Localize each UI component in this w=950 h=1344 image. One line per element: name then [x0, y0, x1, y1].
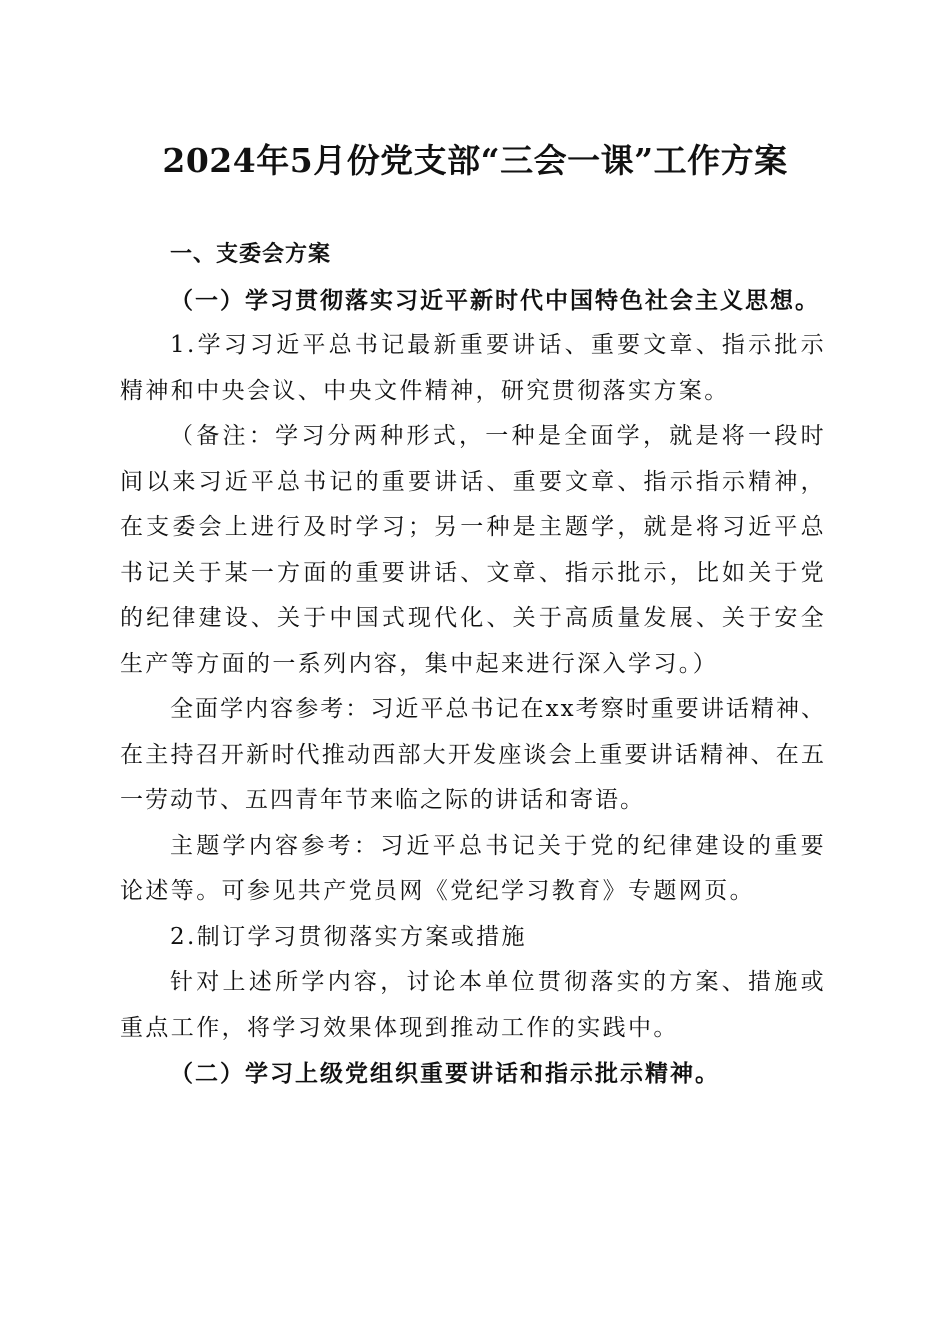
paragraph-implementation: 针对上述所学内容，讨论本单位贯彻落实的方案、措施或重点工作，将学习效果体现到推动工作的实践中。 [120, 969, 826, 1041]
paragraph-thematic-reference: 主题学内容参考：习近平总书记关于党的纪律建设的重要论述等。可参见共产党员网《党纪学习教育》专题网页。 [120, 832, 826, 904]
paragraph-remark: （备注：学习分两种形式，一种是全面学，就是将一段时间以来习近平总书记的重要讲话、重要文章、指示指示精神，在支委会上进行及时学习；另一种是主题学，就是将习近平总书记关于某一方面的重要讲话、文章、指示批示，比如关于党的纪律建设、关于中国式现代化、关于高质量发展、关于安全生产等方面的一系列内容，集中起来进行深入学习。） [120, 423, 826, 677]
document-title: 2024年5月份党支部“三会一课”工作方案 [162, 141, 788, 180]
paragraph-item-1: 1.学习习近平总书记最新重要讲话、重要文章、指示批示精神和中央会议、中央文件精神，研究贯彻落实方案。 [120, 332, 826, 404]
paragraph-item-2: 2.制订学习贯彻落实方案或措施 [170, 923, 527, 950]
paragraph-comprehensive-reference: 全面学内容参考：习近平总书记在xx考察时重要讲话精神、在主持召开新时代推动西部大开发座谈会上重要讲话精神、在五一劳动节、五四青年节来临之际的讲话和寄语。 [120, 696, 826, 813]
section-heading-branch-committee: 一、支委会方案 [170, 242, 332, 267]
document-body [120, 232, 826, 1097]
subsection-heading-1: （一）学习贯彻落实习近平新时代中国特色社会主义思想。 [170, 286, 820, 314]
subsection-heading-2: （二）学习上级党组织重要讲话和指示批示精神。 [170, 1060, 720, 1087]
